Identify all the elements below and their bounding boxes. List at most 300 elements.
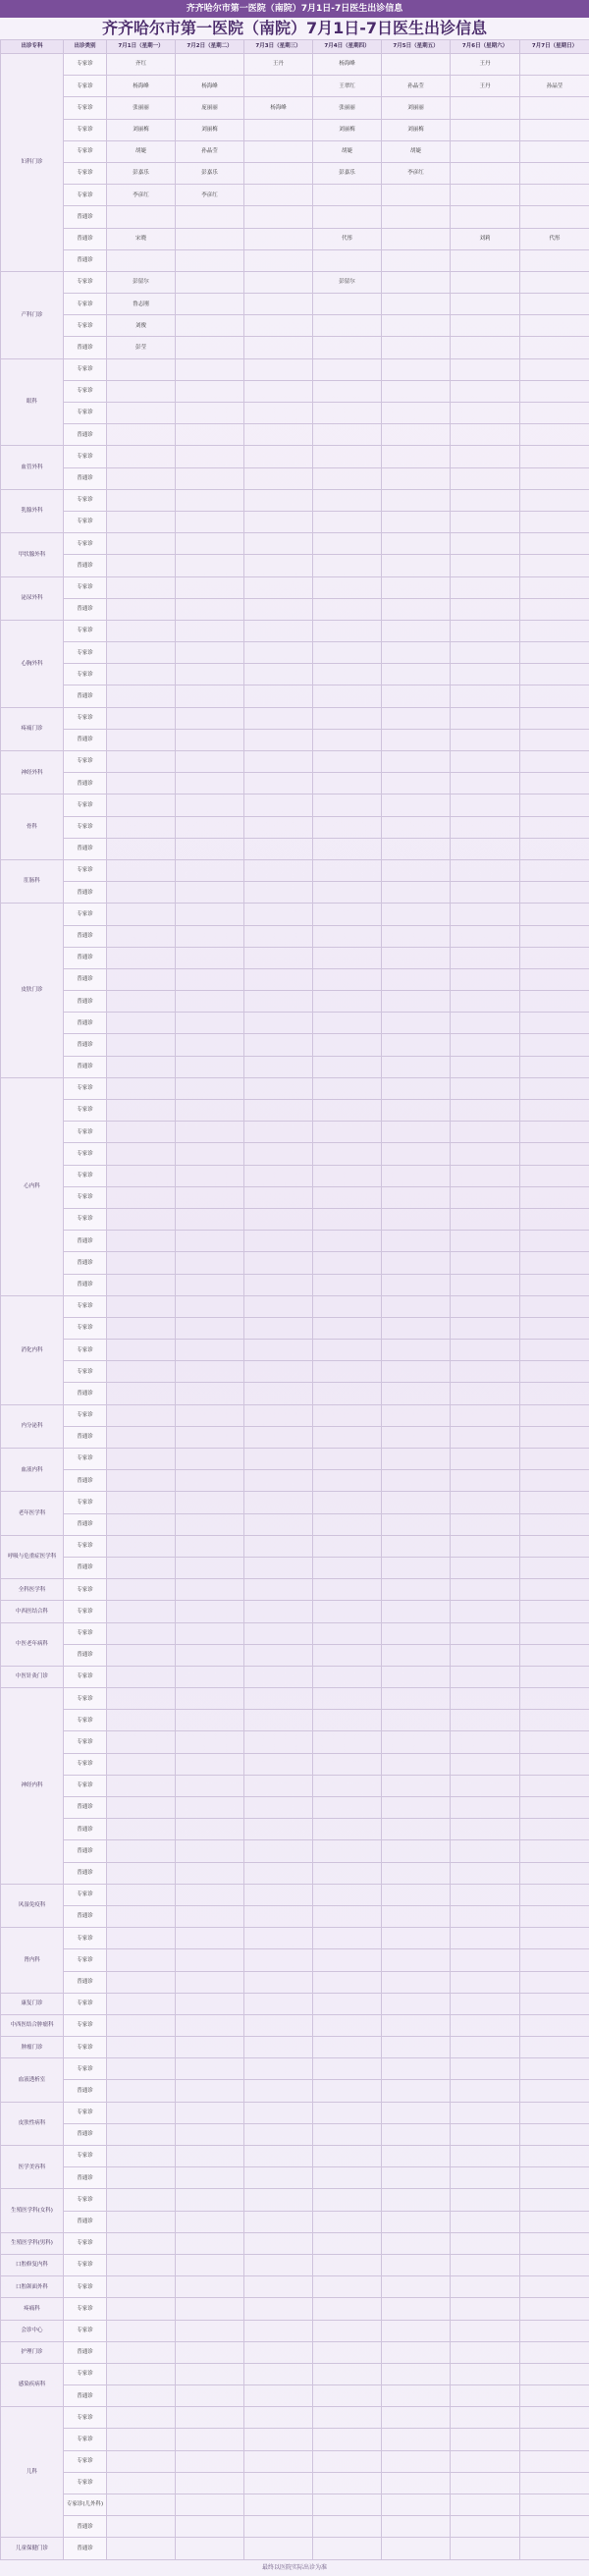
doctor-cell	[107, 773, 176, 795]
doctor-cell	[520, 1905, 589, 1927]
doctor-cell	[107, 795, 176, 816]
doctor-cell	[176, 1056, 244, 1077]
doctor-cell	[244, 2363, 313, 2384]
doctor-cell	[313, 1840, 382, 1862]
doctor-cell	[382, 2167, 451, 2189]
doctor-cell	[451, 1013, 520, 1034]
doctor-cell	[313, 1557, 382, 1578]
table-row	[1, 358, 589, 380]
doctor-cell	[107, 2232, 176, 2254]
doctor-cell	[382, 1971, 451, 1993]
visit-type: 普通诊	[64, 1034, 107, 1056]
doctor-cell	[244, 2298, 313, 2320]
doctor-cell	[244, 1231, 313, 1252]
doctor-cell	[313, 1884, 382, 1905]
doctor-cell	[520, 185, 589, 206]
doctor-cell	[313, 1034, 382, 1056]
visit-type: 专家诊	[64, 620, 107, 641]
doctor-cell: 彭留尔	[107, 271, 176, 293]
doctor-cell	[382, 2298, 451, 2320]
visit-type: 专家诊	[64, 2014, 107, 2036]
doctor-cell	[382, 838, 451, 859]
visit-type: 普通诊	[64, 598, 107, 620]
doctor-cell	[520, 1862, 589, 1884]
doctor-cell	[107, 1797, 176, 1819]
doctor-cell	[107, 2516, 176, 2538]
doctor-cell	[244, 2232, 313, 2254]
table-row	[1, 2341, 589, 2363]
table-row	[1, 904, 589, 925]
doctor-cell	[176, 467, 244, 489]
doctor-cell	[244, 2538, 313, 2560]
doctor-cell	[244, 925, 313, 947]
doctor-cell	[313, 1383, 382, 1404]
visit-type: 专家诊	[64, 2320, 107, 2341]
visit-type: 专家诊	[64, 1449, 107, 1470]
doctor-cell	[107, 2450, 176, 2472]
visit-type: 普通诊	[64, 947, 107, 968]
table-row	[1, 97, 589, 119]
doctor-cell	[176, 1340, 244, 1361]
doctor-cell	[520, 1840, 589, 1862]
visit-type: 普通诊	[64, 1252, 107, 1274]
doctor-cell	[520, 2450, 589, 2472]
doctor-cell	[451, 467, 520, 489]
table-row	[1, 838, 589, 859]
doctor-cell	[520, 1077, 589, 1099]
doctor-cell	[382, 1622, 451, 1644]
doctor-cell	[451, 729, 520, 750]
visit-type: 专家诊	[64, 1361, 107, 1383]
visit-type: 普通诊	[64, 1426, 107, 1448]
doctor-cell	[451, 1056, 520, 1077]
table-row	[1, 859, 589, 881]
doctor-cell	[107, 489, 176, 511]
table-row	[1, 1905, 589, 1927]
visit-type: 专家诊	[64, 576, 107, 598]
visit-type: 专家诊	[64, 1122, 107, 1143]
table-row	[1, 1535, 589, 1557]
doctor-cell	[313, 1122, 382, 1143]
doctor-cell	[244, 2429, 313, 2450]
doctor-cell	[244, 1928, 313, 1949]
table-row	[1, 991, 589, 1013]
doctor-cell	[313, 576, 382, 598]
doctor-cell	[176, 2189, 244, 2211]
doctor-cell	[107, 1644, 176, 1666]
visit-type: 专家诊	[64, 859, 107, 881]
doctor-cell	[244, 358, 313, 380]
doctor-cell	[176, 1688, 244, 1710]
doctor-cell	[107, 685, 176, 707]
visit-type: 普通诊	[64, 773, 107, 795]
doctor-cell	[382, 2494, 451, 2516]
table-row	[1, 1601, 589, 1622]
doctor-cell	[313, 2472, 382, 2494]
table-row	[1, 1361, 589, 1383]
doctor-cell	[244, 2211, 313, 2232]
doctor-cell	[244, 2254, 313, 2275]
table-row	[1, 1208, 589, 1230]
table-row	[1, 1666, 589, 1687]
doctor-cell	[313, 1862, 382, 1884]
doctor-cell	[107, 1819, 176, 1840]
doctor-cell	[313, 1231, 382, 1252]
doctor-cell	[382, 2146, 451, 2167]
doctor-cell	[176, 576, 244, 598]
doctor-cell	[313, 511, 382, 532]
dept-name: 产科门诊	[1, 271, 64, 358]
dept-name: 护理门诊	[1, 2341, 64, 2363]
doctor-cell	[313, 1753, 382, 1775]
dept-name: 妇科门诊	[1, 54, 64, 272]
doctor-cell	[176, 1535, 244, 1557]
doctor-cell	[451, 2014, 520, 2036]
doctor-cell	[382, 380, 451, 402]
doctor-cell	[244, 533, 313, 555]
table-row	[1, 467, 589, 489]
table-row	[1, 2123, 589, 2145]
doctor-cell	[520, 2385, 589, 2407]
doctor-cell	[176, 2341, 244, 2363]
doctor-cell	[313, 1492, 382, 1513]
doctor-cell	[313, 773, 382, 795]
doctor-cell	[313, 2516, 382, 2538]
doctor-cell	[176, 294, 244, 315]
doctor-cell	[382, 1361, 451, 1383]
doctor-cell	[313, 206, 382, 228]
visit-type: 专家诊	[64, 294, 107, 315]
doctor-cell	[520, 380, 589, 402]
doctor-cell	[244, 511, 313, 532]
doctor-cell	[313, 2363, 382, 2384]
visit-type: 专家诊	[64, 1340, 107, 1361]
doctor-cell: 胡婕	[382, 140, 451, 162]
doctor-cell	[244, 403, 313, 424]
doctor-cell	[520, 1753, 589, 1775]
doctor-cell	[382, 904, 451, 925]
table-row	[1, 2429, 589, 2450]
table-row	[1, 1840, 589, 1862]
doctor-cell: 彭嘉乐	[176, 162, 244, 184]
doctor-cell	[176, 773, 244, 795]
doctor-cell	[451, 1317, 520, 1339]
doctor-cell: 刘丽丽	[382, 97, 451, 119]
table-row	[1, 664, 589, 685]
dept-name: 肛肠科	[1, 859, 64, 903]
doctor-cell	[176, 664, 244, 685]
doctor-cell	[313, 1688, 382, 1710]
dept-name: 疼痛科	[1, 2298, 64, 2320]
doctor-cell	[520, 2276, 589, 2298]
doctor-cell	[520, 271, 589, 293]
visit-type: 普通诊	[64, 882, 107, 904]
doctor-cell	[107, 576, 176, 598]
doctor-cell	[451, 1383, 520, 1404]
table-row	[1, 446, 589, 467]
doctor-cell	[520, 315, 589, 337]
doctor-cell	[520, 2320, 589, 2341]
doctor-cell	[107, 1426, 176, 1448]
doctor-cell	[176, 2494, 244, 2516]
doctor-cell	[176, 2276, 244, 2298]
visit-type: 专家诊	[64, 2363, 107, 2384]
table-row	[1, 707, 589, 729]
doctor-cell	[520, 511, 589, 532]
doctor-cell	[107, 2254, 176, 2275]
doctor-cell	[244, 1905, 313, 1927]
doctor-cell	[451, 685, 520, 707]
doctor-cell	[520, 1710, 589, 1731]
doctor-cell	[451, 1601, 520, 1622]
doctor-cell	[107, 2472, 176, 2494]
table-row	[1, 751, 589, 773]
doctor-cell	[451, 664, 520, 685]
doctor-cell	[520, 598, 589, 620]
doctor-cell	[176, 1753, 244, 1775]
doctor-cell	[520, 1688, 589, 1710]
dept-name: 皮肤性病科	[1, 2102, 64, 2145]
visit-type: 专家诊	[64, 511, 107, 532]
doctor-cell	[313, 598, 382, 620]
table-row	[1, 294, 589, 315]
doctor-cell	[382, 1317, 451, 1339]
doctor-cell	[520, 2189, 589, 2211]
visit-type: 普通诊	[64, 2516, 107, 2538]
table-row	[1, 119, 589, 140]
doctor-cell	[451, 337, 520, 358]
doctor-cell	[382, 1013, 451, 1034]
doctor-cell	[176, 1426, 244, 1448]
doctor-cell	[107, 598, 176, 620]
doctor-cell	[176, 620, 244, 641]
doctor-cell	[107, 1383, 176, 1404]
doctor-cell	[520, 533, 589, 555]
doctor-cell	[520, 2538, 589, 2560]
doctor-cell	[382, 685, 451, 707]
table-row	[1, 882, 589, 904]
doctor-cell	[451, 380, 520, 402]
table-row	[1, 1622, 589, 1644]
doctor-cell	[313, 2407, 382, 2429]
doctor-cell	[451, 904, 520, 925]
page-title: 齐齐哈尔市第一医院（南院）7月1日-7日医生出诊信息	[0, 18, 589, 39]
doctor-cell	[451, 2123, 520, 2145]
doctor-cell	[451, 2320, 520, 2341]
doctor-cell	[244, 1579, 313, 1601]
doctor-cell	[382, 1100, 451, 1122]
doctor-cell	[382, 1426, 451, 1448]
doctor-cell	[520, 664, 589, 685]
doctor-cell	[451, 1165, 520, 1186]
doctor-cell	[176, 2232, 244, 2254]
doctor-cell	[520, 1274, 589, 1295]
doctor-cell	[382, 1840, 451, 1862]
doctor-cell	[382, 358, 451, 380]
doctor-cell	[107, 1056, 176, 1077]
doctor-cell	[244, 947, 313, 968]
table-row	[1, 1231, 589, 1252]
doctor-cell	[313, 467, 382, 489]
doctor-cell	[313, 1186, 382, 1208]
doctor-cell	[107, 1492, 176, 1513]
doctor-cell	[313, 751, 382, 773]
doctor-cell	[382, 1601, 451, 1622]
table-row	[1, 337, 589, 358]
doctor-cell: 孙晶莹	[176, 140, 244, 162]
doctor-cell	[107, 1949, 176, 1971]
header-cell: 7月1日（星期一）	[107, 40, 176, 54]
table-row	[1, 249, 589, 271]
table-row	[1, 315, 589, 337]
header-cell: 7月7日（星期日）	[520, 40, 589, 54]
visit-type: 普通诊	[64, 1470, 107, 1492]
visit-type: 专家诊	[64, 271, 107, 293]
visit-type: 普通诊	[64, 2123, 107, 2145]
doctor-cell	[313, 2058, 382, 2080]
doctor-cell	[313, 1819, 382, 1840]
table-row	[1, 1100, 589, 1122]
doctor-cell	[244, 2320, 313, 2341]
doctor-cell	[382, 751, 451, 773]
doctor-cell	[176, 1361, 244, 1383]
doctor-cell	[313, 294, 382, 315]
doctor-cell	[451, 1208, 520, 1230]
doctor-cell	[520, 729, 589, 750]
doctor-cell	[176, 1383, 244, 1404]
doctor-cell	[176, 1513, 244, 1535]
doctor-cell	[451, 968, 520, 990]
header-cell: 7月4日（星期四）	[313, 40, 382, 54]
doctor-cell	[313, 1404, 382, 1426]
doctor-cell	[107, 2146, 176, 2167]
doctor-cell	[244, 1535, 313, 1557]
doctor-cell	[107, 1252, 176, 1274]
doctor-cell	[382, 1993, 451, 2014]
doctor-cell: 宋晓	[107, 228, 176, 249]
doctor-cell	[382, 2429, 451, 2450]
visit-type: 普通诊	[64, 2080, 107, 2102]
doctor-cell	[382, 2080, 451, 2102]
visit-type: 专家诊	[64, 2146, 107, 2167]
doctor-cell	[107, 533, 176, 555]
doctor-cell	[107, 642, 176, 664]
table-row	[1, 2363, 589, 2384]
doctor-cell	[107, 2298, 176, 2320]
doctor-cell	[382, 1797, 451, 1819]
doctor-cell	[176, 2385, 244, 2407]
dept-name: 口腔修复内科	[1, 2254, 64, 2275]
header-cell: 7月2日（星期二）	[176, 40, 244, 54]
doctor-cell	[313, 2211, 382, 2232]
header-cell: 7月3日（星期三）	[244, 40, 313, 54]
doctor-cell	[313, 1077, 382, 1099]
doctor-cell	[382, 2538, 451, 2560]
doctor-cell	[107, 1905, 176, 1927]
doctor-cell	[244, 1753, 313, 1775]
doctor-cell	[451, 555, 520, 576]
visit-type: 专家诊	[64, 1208, 107, 1230]
doctor-cell	[244, 1775, 313, 1796]
doctor-cell	[176, 1710, 244, 1731]
doctor-cell	[382, 1252, 451, 1274]
doctor-cell	[107, 620, 176, 641]
doctor-cell	[451, 1862, 520, 1884]
doctor-cell	[451, 446, 520, 467]
doctor-cell	[176, 2146, 244, 2167]
doctor-cell	[382, 2189, 451, 2211]
doctor-cell	[176, 1601, 244, 1622]
visit-type: 专家诊	[64, 185, 107, 206]
doctor-cell	[107, 2102, 176, 2123]
doctor-cell	[313, 2494, 382, 2516]
doctor-cell	[176, 2167, 244, 2189]
doctor-cell	[520, 1557, 589, 1578]
doctor-cell	[244, 795, 313, 816]
doctor-cell	[244, 1077, 313, 1099]
doctor-cell	[176, 925, 244, 947]
doctor-cell	[451, 1928, 520, 1949]
doctor-cell	[382, 446, 451, 467]
doctor-cell	[313, 1340, 382, 1361]
visit-type: 专家诊	[64, 2037, 107, 2058]
doctor-cell	[244, 1361, 313, 1383]
doctor-cell	[176, 1492, 244, 1513]
doctor-cell	[244, 1513, 313, 1535]
dept-name: 神经外科	[1, 751, 64, 795]
dept-name: 老年医学科	[1, 1492, 64, 1535]
table-row	[1, 1470, 589, 1492]
doctor-cell	[107, 1710, 176, 1731]
header-cell: 出诊类别	[64, 40, 107, 54]
doctor-cell	[313, 1208, 382, 1230]
visit-type: 专家诊	[64, 76, 107, 97]
visit-type: 专家诊	[64, 140, 107, 162]
doctor-cell	[520, 1295, 589, 1317]
visit-type: 普通诊	[64, 2211, 107, 2232]
doctor-cell	[520, 2167, 589, 2189]
doctor-cell	[176, 1013, 244, 1034]
doctor-cell: 彭嘉乐	[313, 162, 382, 184]
doctor-cell	[107, 2385, 176, 2407]
visit-type: 专家诊	[64, 380, 107, 402]
doctor-cell	[176, 1252, 244, 1274]
doctor-cell	[244, 1034, 313, 1056]
visit-type: 普通诊	[64, 1644, 107, 1666]
doctor-cell	[244, 1492, 313, 1513]
doctor-cell	[451, 1252, 520, 1274]
doctor-cell	[520, 1535, 589, 1557]
doctor-cell	[176, 859, 244, 881]
table-row	[1, 1775, 589, 1796]
doctor-cell	[313, 1100, 382, 1122]
doctor-cell	[176, 358, 244, 380]
table-row	[1, 1404, 589, 1426]
doctor-cell	[313, 315, 382, 337]
doctor-cell	[382, 1208, 451, 1230]
doctor-cell	[451, 1100, 520, 1122]
table-row	[1, 925, 589, 947]
doctor-cell	[520, 620, 589, 641]
table-row	[1, 1077, 589, 1099]
table-row	[1, 2407, 589, 2429]
doctor-cell	[382, 1535, 451, 1557]
doctor-cell	[176, 2254, 244, 2275]
doctor-cell	[382, 2363, 451, 2384]
table-row	[1, 1884, 589, 1905]
table-row	[1, 2450, 589, 2472]
doctor-cell	[313, 664, 382, 685]
